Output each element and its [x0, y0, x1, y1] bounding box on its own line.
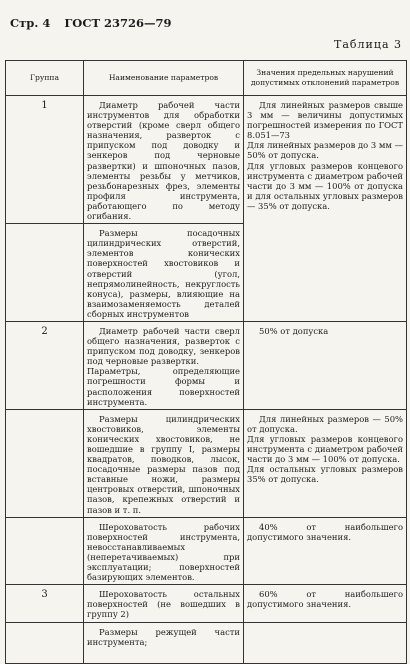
group-number: 2	[6, 321, 84, 409]
value-cell	[244, 622, 407, 663]
standard-code: ГОСТ 23726—79	[64, 16, 172, 30]
table-row	[6, 321, 407, 409]
table-row	[6, 409, 407, 517]
parameter-cell	[84, 622, 244, 663]
parameter-text: Диаметр рабочей части инструментов для обработки отверстий (кроме сверл общего назначения, разверток с припуском под доводку и зенкеров под черновые развертки) и шпоночных пазов, элементы резьбы у метчиков, резьбонарезных фрез, элементы профиля инструмента, работающего по методу огибания.	[87, 100, 240, 222]
parameter-cell	[84, 96, 244, 224]
group-empty-cell	[6, 622, 84, 663]
parameter-text: Размеры режущей части инструмента;	[87, 626, 240, 647]
table-title: Таблица 3	[334, 38, 402, 51]
group-empty-cell	[6, 517, 84, 585]
parameter-text: Размеры цилиндрических хвостовиков, элементы конических хвостовиков, не вошедшие в группу I, размеры квадратов, поводков, лысок, посадочные размеры пазов под вставные ножи, размеры центровых отверстий, шпоночных пазов, крепежных отверстий и пазов и т. п.	[87, 413, 240, 515]
parameter-cell	[84, 224, 244, 322]
value-cell	[244, 96, 407, 322]
parameter-text: Шероховатость остальных поверхностей (не вошедших в группу 2)	[87, 589, 240, 620]
parameter-cell	[84, 517, 244, 585]
parameter-cell	[84, 409, 244, 517]
value-text: Для линейных размеров — 50% от допуска. Для угловых размеров концевого инструмента с диаметром рабочей части до 3 мм — 100% от допуска. Для остальных угловых размеров 35% от допуска.	[247, 413, 403, 485]
table-row	[6, 517, 407, 585]
parameter-cell	[84, 321, 244, 409]
group-empty-cell	[6, 224, 84, 322]
group-number: 3	[6, 585, 84, 622]
table-row	[6, 585, 407, 622]
page-header	[10, 16, 182, 30]
value-text: 50% от допуска	[259, 325, 329, 336]
column-header-group: Группа	[6, 61, 84, 96]
value-cell	[244, 409, 407, 517]
table-row	[6, 622, 407, 663]
value-text: 40% от наибольшего допустимого значения.	[247, 521, 403, 542]
table-header-row	[6, 61, 407, 96]
parameter-text: Диаметр рабочей части сверл общего назначения, разверток с припуском под доводку, зенкеров под черновые развертки. Параметры, определяющие погрешности формы и расположения поверхностей инструмента.	[87, 325, 240, 407]
value-text: 60% от наибольшего допустимого значения.	[247, 589, 403, 610]
value-cell	[244, 517, 407, 585]
parameter-text: Шероховатость рабочих поверхностей инструмента, невосстанавливаемых (неперетачиваемых) при эксплуатации; поверхностей базирующих элементов.	[87, 521, 240, 583]
value-text: Для линейных размеров свыше 3 мм — величины допустимых погрешностей измерения по ГОСТ 8.051—73 Для линейных размеров до 3 мм — 50% от допуска. Для угловых размеров концевого инструмента с диаметром рабочей части до 3 мм — 100% от допуска и для остальных угловых размеров — 35% от допуска.	[247, 100, 403, 211]
parameters-table	[5, 60, 407, 664]
value-cell	[244, 585, 407, 622]
page-number: Стр. 4	[10, 16, 51, 30]
column-header-value: Значения предельных нарушений допустимых отклонений параметров	[244, 61, 407, 96]
table-row	[6, 96, 407, 224]
value-cell	[244, 321, 407, 409]
group-empty-cell	[6, 409, 84, 517]
parameter-text: Размеры посадочных цилиндрических отверстий, элементов конических поверхностей хвостовиков и отверстий (угол, непрямолинейность, некруглость конуса), размеры, влияющие на взаимозаменяемость деталей сборных инструментов	[87, 228, 240, 319]
group-number: 1	[6, 96, 84, 224]
parameter-cell	[84, 585, 244, 622]
column-header-parameter: Наименование параметров	[84, 61, 244, 96]
